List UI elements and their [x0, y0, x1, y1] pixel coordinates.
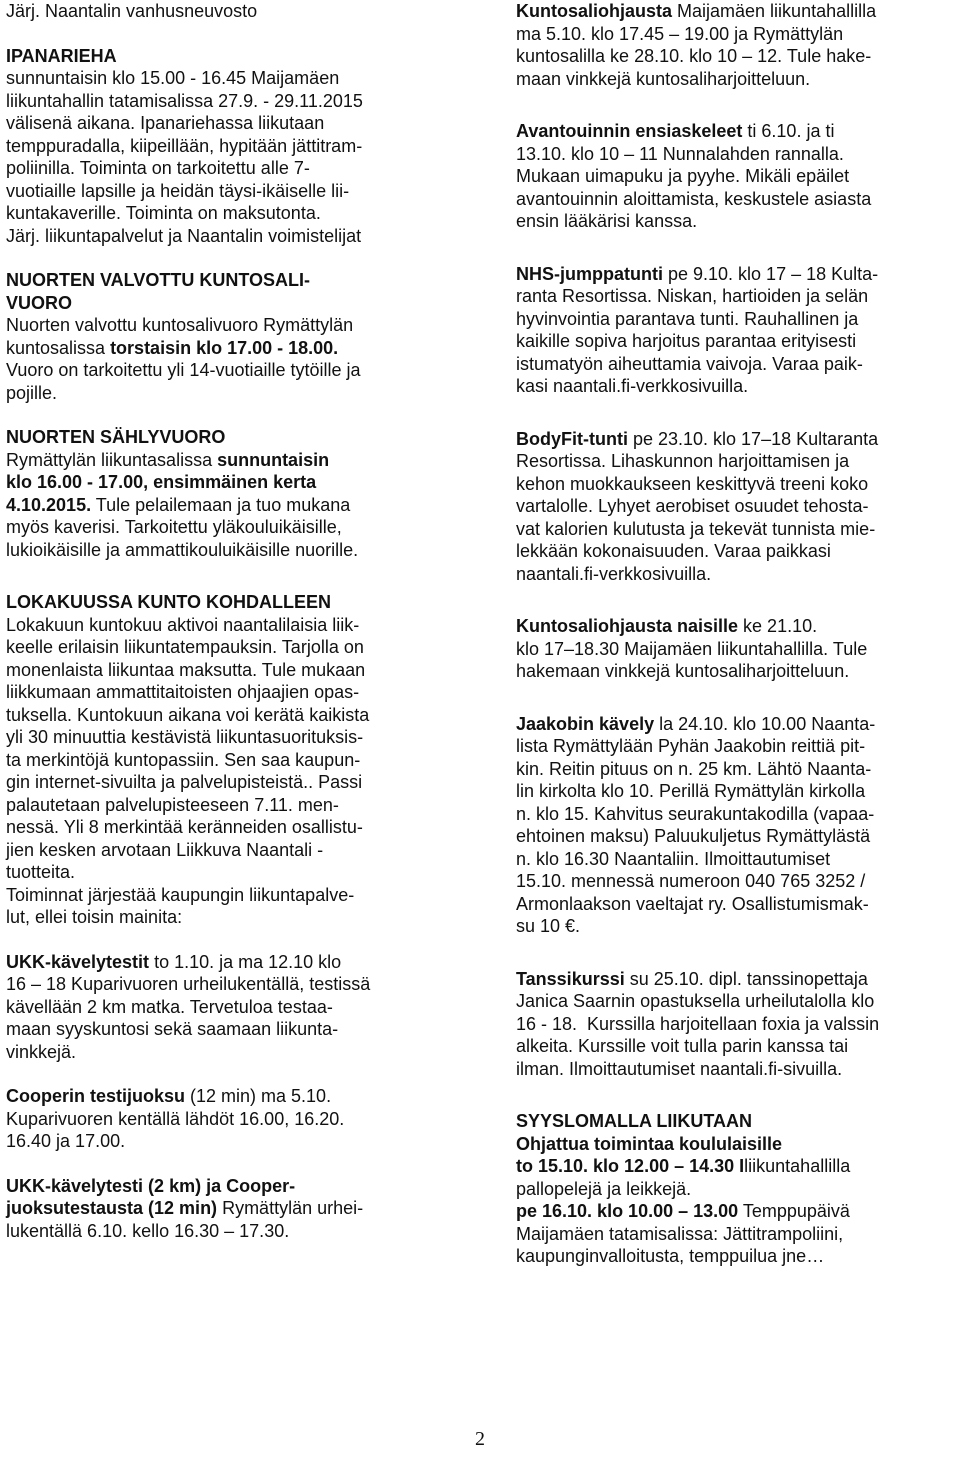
text-line: naantali.fi-verkkosivuilla.: [516, 563, 712, 584]
text-line: lukioikäisille ja ammattikouluikäisille nuorille.: [6, 539, 359, 560]
text-line: kin. Reitin pituus on n. 25 km. Lähtö Naanta-: [516, 758, 872, 779]
text-line: Toiminnat järjestää kaupungin liikuntapalve-: [6, 884, 355, 905]
left-column: [6, 0, 458, 1242]
text-line: poliinilla. Toiminta on tarkoitettu alle 7-: [6, 158, 310, 178]
text-line: temppuradalla, kiipeillään, hypitään jättitram-: [6, 135, 363, 156]
cooper-section: [6, 1085, 458, 1153]
text-line: pe 16.10. klo 10.00 – 13.00 Temppupäivä: [516, 1201, 850, 1221]
text-line: istumatyön aiheuttamia vaivoja. Varaa paik-: [516, 353, 863, 374]
syyslomalla-title: SYYSLOMALLA LIIKUTAAN: [516, 1111, 752, 1131]
ukk-cooper-section: [6, 1175, 458, 1243]
intro-line: Järj. Naantalin vanhusneuvosto: [6, 1, 258, 21]
text-line: Kuntosaliohjausta naisille ke 21.10.: [516, 616, 818, 636]
text-line: Lokakuun kuntokuu aktivoi naantalilaisia liik-: [6, 614, 360, 635]
text-line: Resortissa. Lihaskunnon harjoittamisen ja: [516, 451, 850, 471]
text-line: keelle erilaisin liikuntatempauksin. Tarjolla on: [6, 637, 364, 657]
right-column: [516, 0, 956, 1268]
text-line: ensin lääkärisi kanssa.: [516, 211, 698, 231]
text-line: kuntakaverille. Toiminta on maksutonta.: [6, 203, 321, 223]
syyslomalla-subtitle: Ohjattua toimintaa koululaisille: [516, 1133, 783, 1154]
text-line: välisenä aikana. Ipanariehassa liikutaan: [6, 113, 325, 133]
sahly-title: NUORTEN SÄHLYVUORO: [6, 427, 226, 447]
text-line: 13.10. klo 10 – 11 Nunnalahden rannalla.: [516, 143, 844, 164]
text-line: Maijamäen tatamisalissa: Jättitrampoliini,: [516, 1223, 844, 1244]
text-line: ta merkintöjä kuntopassiin. Sen saa kaupun-: [6, 749, 361, 770]
text-line: kävellään 2 km matka. Tervetuloa testaa-: [6, 996, 333, 1017]
text-line: liikuntahallin tatamisalissa 27.9. - 29.11.2015: [6, 90, 363, 111]
text-line: NHS-jumppatunti pe 9.10. klo 17 – 18 Kulta-: [516, 263, 879, 284]
text-line: vinkkejä.: [6, 1041, 77, 1062]
lokakuussa-section: [6, 591, 458, 929]
page-number: 2: [475, 1428, 485, 1450]
text-line: Järj. liikuntapalvelut ja Naantalin voimistelijat: [6, 225, 362, 246]
text-line: palautetaan palvelupisteeseen 7.11. men-: [6, 794, 339, 815]
text-line: Tanssikurssi su 25.10. dipl. tanssinopettaja: [516, 968, 868, 989]
avantouinti-section: [516, 120, 956, 233]
text-line: Mukaan uimapuku ja pyyhe. Mikäli epäilet: [516, 166, 850, 186]
text-line: klo 16.00 - 17.00, ensimmäinen kerta: [6, 472, 317, 492]
text-line: sunnuntaisin klo 15.00 - 16.45 Maijamäen: [6, 68, 340, 88]
text-line: Jaakobin kävely la 24.10. klo 10.00 Naanta-: [516, 713, 876, 734]
text-line: vat kalorien kulutusta ja tekevät tunnista mie-: [516, 518, 876, 539]
ukk-section: [6, 951, 458, 1064]
text-line: pojille.: [6, 382, 58, 403]
text-line: avantouinnin aloittamista, keskustele asiasta: [516, 188, 872, 209]
ipanarieha-title: IPANARIEHA: [6, 45, 117, 66]
jaakobin-section: [516, 713, 956, 938]
text-line: ilman. Ilmoittautumiset naantali.fi-sivuilla.: [516, 1058, 843, 1079]
syyslomalla-section: [516, 1110, 956, 1268]
text-line: lin kirkolta klo 10. Perillä Rymättylän kirkolla: [516, 781, 866, 801]
text-line: tuotteita.: [6, 862, 76, 882]
text-line: kaikille sopiva harjoitus parantaa erityisesti: [516, 331, 857, 351]
kuntosali-title: VUORO: [6, 292, 73, 313]
text-line: tuksella. Kuntokuun aikana voi kerätä kaikista: [6, 704, 370, 725]
text-line: Cooperin testijuoksu (12 min) ma 5.10.: [6, 1086, 332, 1106]
text-line: kaupunginvalloitusta, temppuilua jne…: [516, 1246, 825, 1266]
text-line: Rymättylän liikuntasalissa sunnuntaisin: [6, 449, 330, 470]
text-line: Kuparivuoren kentällä lähdöt 16.00, 16.20.: [6, 1108, 345, 1129]
text-line: maan syyskuntosi sekä saamaan liikunta-: [6, 1019, 339, 1039]
text-line: 16.40 ja 17.00.: [6, 1131, 126, 1151]
text-line: n. klo 15. Kahvitus seurakuntakodilla (vapaa-: [516, 803, 875, 824]
text-line: kehon muokkaukseen keskittyvä treeni koko: [516, 473, 869, 494]
text-line: lukentällä 6.10. kello 16.30 – 17.30.: [6, 1220, 290, 1241]
text-line: alkeita. Kurssille voit tulla parin kanssa tai: [516, 1036, 849, 1056]
text-line: monenlaista liikuntaa maksutta. Tule mukaan: [6, 659, 366, 680]
text-line: Janica Saarnin opastuksella urheilutalolla klo: [516, 991, 875, 1011]
text-line: lut, ellei toisin mainita:: [6, 907, 183, 927]
text-line: ranta Resortissa. Niskan, hartioiden ja selän: [516, 286, 869, 306]
intro-block: [6, 0, 458, 23]
text-line: su 10 €.: [516, 916, 581, 936]
kuntosali-title: NUORTEN VALVOTTU KUNTOSALI-: [6, 270, 310, 290]
sahly-section: [6, 426, 458, 561]
text-line: kuntosalissa torstaisin klo 17.00 - 18.00.: [6, 337, 339, 358]
text-line: UKK-kävelytestit to 1.10. ja ma 12.10 klo: [6, 951, 342, 972]
text-line: klo 17–18.30 Maijamäen liikuntahallilla. Tule: [516, 638, 868, 659]
text-line: myös kaverisi. Tarkoitettu yläkouluikäisille,: [6, 517, 342, 537]
text-line: 16 – 18 Kuparivuoren urheilukentällä, testissä: [6, 974, 371, 994]
ipanarieha-section: [6, 45, 458, 248]
naisille-section: [516, 615, 956, 683]
text-line: vuotiaille lapsille ja heidän täysi-ikäiselle lii-: [6, 180, 350, 201]
bodyfit-section: [516, 428, 956, 586]
text-line: 15.10. mennessä numeroon 040 765 3252 /: [516, 871, 866, 891]
text-line: 4.10.2015. Tule pelailemaan ja tuo mukana: [6, 494, 351, 515]
text-line: maan vinkkejä kuntosaliharjoitteluun.: [516, 68, 811, 89]
nhs-section: [516, 263, 956, 398]
lokakuussa-title: LOKAKUUSSA KUNTO KOHDALLEEN: [6, 592, 332, 612]
text-line: Avantouinnin ensiaskeleet ti 6.10. ja ti: [516, 121, 835, 141]
text-line: ma 5.10. klo 17.45 – 19.00 ja Rymättylän: [516, 23, 844, 44]
text-line: n. klo 16.30 Naantaliin. Ilmoittautumiset: [516, 848, 831, 869]
text-line: jien kesken arvotaan Liikkuva Naantali -: [6, 839, 324, 860]
text-line: lista Rymättylään Pyhän Jaakobin reittiä pit-: [516, 736, 866, 756]
text-line: hakemaan vinkkejä kuntosaliharjoitteluun.: [516, 661, 850, 681]
tanssikurssi-section: [516, 968, 956, 1081]
kuntosali-section: [6, 269, 458, 404]
text-line: kuntosalilla ke 28.10. klo 10 – 12. Tule hake-: [516, 46, 872, 66]
text-line: juoksutestausta (12 min) Rymättylän urhei-: [6, 1198, 364, 1218]
text-line: to 15.10. klo 12.00 – 14.30 Iliikuntahallilla: [516, 1156, 851, 1176]
text-line: 16 - 18. Kurssilla harjoitellaan foxia ja valssin: [516, 1013, 880, 1034]
text-line: UKK-kävelytesti (2 km) ja Cooper-: [6, 1175, 296, 1196]
text-line: liikkumaan ammattitaitoisten ohjaajien opas-: [6, 682, 360, 702]
kuntosaliohjausta-section: [516, 0, 956, 90]
text-line: lekkään kokonaisuuden. Varaa paikkasi: [516, 541, 831, 561]
text-line: Vuoro on tarkoitettu yli 14-vuotiaille tytöille ja: [6, 360, 361, 380]
text-line: hyvinvointia parantava tunti. Rauhallinen ja: [516, 308, 859, 329]
text-line: yli 30 minuuttia kestävistä liikuntasuorituksis-: [6, 727, 364, 747]
text-line: nessä. Yli 8 merkintää keränneiden osallistu-: [6, 817, 363, 837]
text-line: Armonlaakson vaeltajat ry. Osallistumismak-: [516, 893, 869, 914]
text-line: ehtoinen maksu) Paluukuljetus Rymättylästä: [516, 826, 871, 846]
text-line: Nuorten valvottu kuntosalivuoro Rymättylän: [6, 315, 354, 335]
text-line: pallopelejä ja leikkejä.: [516, 1178, 692, 1199]
text-line: Kuntosaliohjausta Maijamäen liikuntahallilla: [516, 1, 877, 21]
text-line: vartalolle. Lyhyet aerobiset osuudet tehosta-: [516, 496, 869, 516]
text-line: kasi naantali.fi-verkkosivuilla.: [516, 376, 749, 396]
text-line: BodyFit-tunti pe 23.10. klo 17–18 Kultaranta: [516, 428, 879, 449]
text-line: gin internet-sivuilta ja palvelupisteistä.. Passi: [6, 772, 363, 792]
